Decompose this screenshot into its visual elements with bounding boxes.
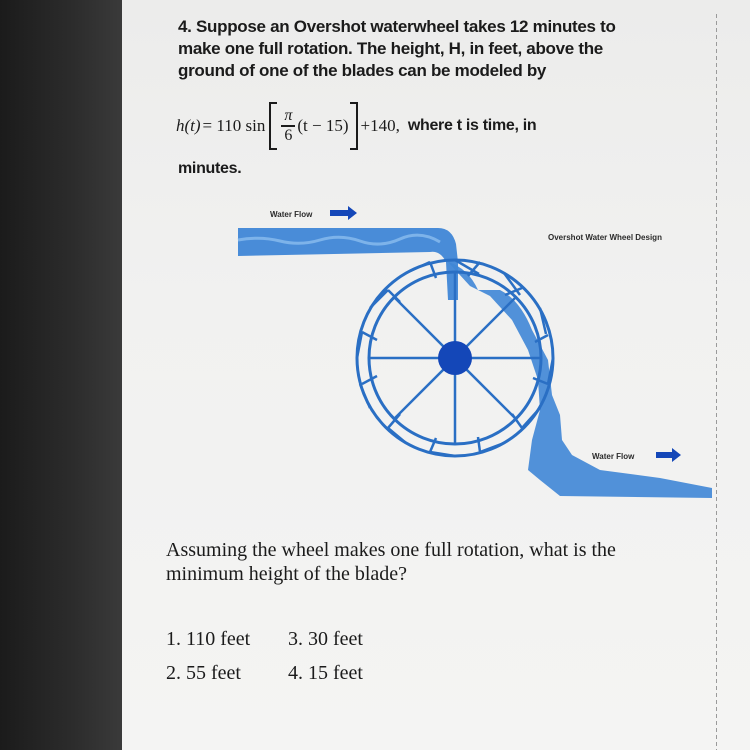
question-line: 4. Suppose an Overshot waterwheel takes 12 minutes to (178, 17, 616, 36)
formula-lhs: h(t) (176, 116, 201, 135)
top-flow-label: Water Flow (270, 210, 313, 219)
fraction-denominator: 6 (284, 126, 293, 144)
question-line: make one full rotation. The height, H, in feet, above the (178, 39, 603, 58)
minimum-height-question: Assuming the wheel makes one full rotation, what is the minimum height of the blade? (166, 539, 616, 585)
design-label: Overshot Water Wheel Design (548, 233, 662, 242)
formula-equals: = 110 sin (202, 116, 266, 135)
falling-water (448, 262, 712, 498)
question-line: ground of one of the blades can be modeled by (178, 61, 547, 80)
choices-row (166, 656, 363, 690)
fraction-numerator: π (284, 107, 293, 125)
formula-trailing-text: where t is time, in (407, 117, 537, 134)
choices-row (166, 622, 363, 656)
bottom-flow-label: Water Flow (592, 452, 635, 461)
choice-1[interactable]: 1. 110 feet (166, 627, 251, 650)
question-last-line: minutes. (178, 160, 242, 177)
choice-3[interactable]: 3. 30 feet (288, 627, 363, 650)
choice-2[interactable]: 2. 55 feet (166, 661, 241, 684)
choice-4[interactable]: 4. 15 feet (288, 661, 363, 684)
wheel-hub (438, 341, 472, 375)
arrow-right-icon (656, 448, 681, 462)
arrow-right-icon (330, 206, 357, 220)
answer-choices (166, 622, 363, 690)
waterwheel (357, 260, 553, 456)
formula-tail: +140, (360, 116, 400, 135)
formula-inner: (t − 15) (297, 116, 349, 135)
